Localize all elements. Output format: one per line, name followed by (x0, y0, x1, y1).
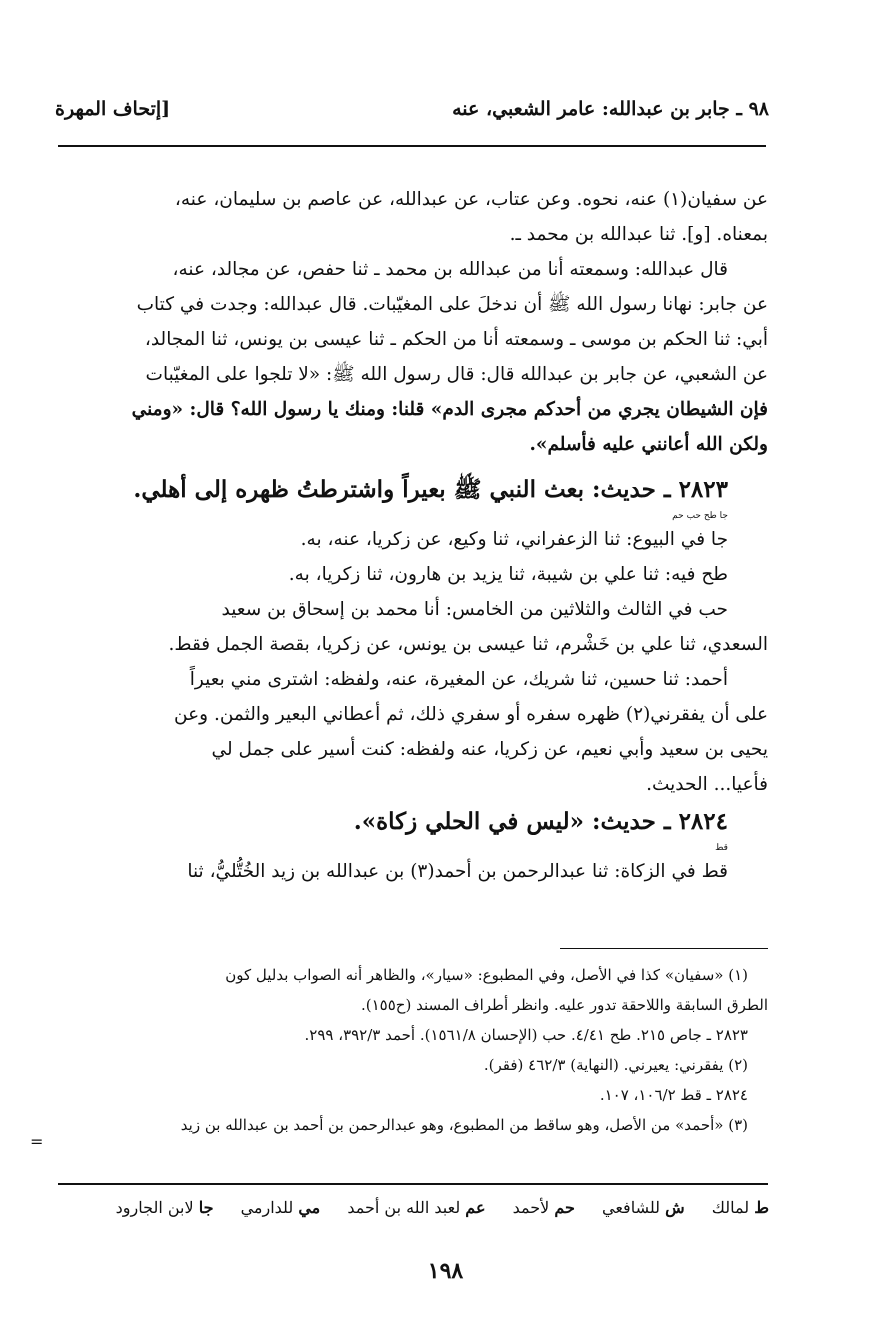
footnotes (55, 960, 768, 1140)
footnote-rule (560, 948, 768, 949)
footnote-line: (١) «سفيان» كذا في الأصل، وفي المطبوع: «سيار»، والظاهر أنه الصواب بدليل كون (225, 966, 748, 984)
abbrev-text: لمالك (711, 1198, 750, 1217)
footnote-line: الطرق السابقة واللاحقة تدور عليه. وانظر أطراف المسند (ح١٥٥). (360, 996, 768, 1014)
footnote-line: ٢٨٢٤ ـ قط ١٠٦/٢، ١٠٧. (599, 1086, 748, 1104)
abbrev-item (347, 1198, 485, 1217)
abbreviations-key (55, 1198, 769, 1217)
text-line: حب في الثالث والثلاثين من الخامس: أنا محمد بن إسحاق بن سعيد (221, 599, 728, 620)
abbreviations-rule (58, 1183, 768, 1185)
abbrev-item (602, 1198, 685, 1217)
abbrev-text: لابن الجارود (115, 1198, 194, 1217)
hadith-2823-sigla: جا طح حب حم (672, 511, 728, 521)
hadith-2824-title: ٢٨٢٤ ـ حديث: «ليس في الحلي زكاة». (353, 808, 728, 835)
text-line: بمعناه. [و]. ثنا عبدالله بن محمد ـ. (509, 224, 768, 245)
text-line: جا في البيوع: ثنا الزعفراني، ثنا وكيع، عن زكريا، عنه، به. (300, 529, 728, 550)
text-line: أبي: ثنا الحكم بن موسى ـ وسمعته أنا من الحكم ـ ثنا عيسى بن يونس، ثنا المجالد، (144, 329, 768, 350)
main-text (55, 182, 768, 889)
text-line: قال عبدالله: وسمعته أنا من عبدالله بن محمد ـ ثنا حفص، عن مجالد، عنه، (172, 259, 728, 280)
footnote-line: (٣) «أحمد» من الأصل، وهو ساقط من المطبوع، وهو عبدالرحمن بن أحمد بن عبدالله بن زيد (180, 1116, 748, 1134)
abbrev-text: للشافعي (602, 1198, 661, 1217)
text-line: قط في الزكاة: ثنا عبدالرحمن بن أحمد(٣) بن عبدالله بن زيد الخُتُّليُّ، ثنا (187, 861, 728, 882)
text-line: فإن الشيطان يجري من أحدكم مجرى الدم» قلنا: ومنك يا رسول الله؟ قال: «ومني (131, 399, 768, 420)
text-line: السعدي، ثنا علي بن خَشْرم، ثنا عيسى بن يونس، عن زكريا، بقصة الجمل فقط. (168, 634, 768, 655)
abbrev-item (513, 1198, 575, 1217)
abbrev-code: ش (665, 1198, 685, 1217)
continuation-mark: = (30, 1132, 44, 1151)
text-line: على أن يفقرني(٢) ظهره سفره أو سفري ذلك، ثم أعطاني البعير والثمن. وعن (174, 704, 768, 725)
hadith-2823-title: ٢٨٢٣ ـ حديث: بعث النبي ﷺ بعيراً واشترطتُ ظهره إلى أهلي. (133, 476, 728, 503)
abbrev-code: مي (298, 1198, 321, 1217)
abbrev-code: عم (465, 1198, 486, 1217)
book-title: [إتحاف المهرة (55, 98, 171, 120)
text-line: عن سفيان(١) عنه، نحوه. وعن عتاب، عن عبدالله، عن عاصم بن سليمان، عنه، (174, 189, 768, 210)
abbrev-item (241, 1198, 321, 1217)
abbrev-item (116, 1198, 214, 1217)
text-line: عن الشعبي، عن جابر بن عبدالله قال: قال رسول الله ﷺ: «لا تلجوا على المغيّبات (145, 364, 768, 385)
text-line: ولكن الله أعانني عليه فأسلم». (529, 434, 768, 455)
text-line: طح فيه: ثنا علي بن شيبة، ثنا يزيد بن هارون، ثنا زكريا، به. (288, 564, 728, 585)
abbrev-text: للدارمي (240, 1198, 294, 1217)
header-rule (58, 145, 766, 147)
hadith-2824-sigla: قط (715, 843, 728, 853)
abbrev-code: ط (754, 1198, 769, 1217)
footnote-line: (٢) يفقرني: يعيرني. (النهاية) ٤٦٢/٣ (فقر). (483, 1056, 748, 1074)
text-line: فأعيا... الحديث. (646, 774, 768, 795)
abbrev-code: حم (554, 1198, 575, 1217)
footnote-line: ٢٨٢٣ ـ جاص ٢١٥. طح ٤/٤١. حب (الإحسان ١٥٦١/٨). أحمد ٣٩٢/٣، ٢٩٩. (304, 1026, 748, 1044)
abbrev-code: جا (198, 1198, 214, 1217)
page-number: ١٩٨ (427, 1258, 464, 1284)
abbrev-text: لعبد الله بن أحمد (347, 1198, 461, 1217)
running-header (55, 98, 769, 132)
abbrev-text: لأحمد (512, 1198, 550, 1217)
text-line: يحيى بن سعيد وأبي نعيم، عن زكريا، عنه ولفظه: كنت أسير على جمل لي (211, 739, 768, 760)
chapter-title: ٩٨ ـ جابر بن عبدالله: عامر الشعبي، عنه (452, 98, 769, 120)
text-line: عن جابر: نهانا رسول الله ﷺ أن ندخلَ على المغيّبات. قال عبدالله: وجدت في كتاب (136, 294, 768, 315)
text-line: أحمد: ثنا حسين، ثنا شريك، عن المغيرة، عنه، ولفظه: اشترى مني بعيراً (189, 669, 728, 690)
abbrev-item (712, 1198, 769, 1217)
